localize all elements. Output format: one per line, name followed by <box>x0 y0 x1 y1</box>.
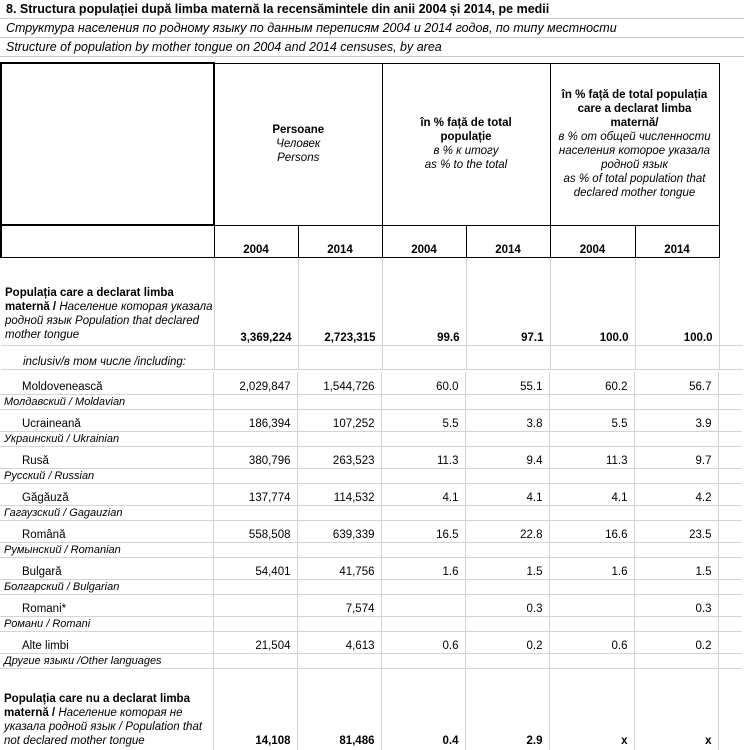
value-cell: 0.6 <box>549 631 634 653</box>
row-spacer <box>718 594 742 616</box>
value-cell: 5.5 <box>549 409 634 431</box>
value-cell: 137,774 <box>213 483 297 505</box>
language-sublabel: Украинский / Ukrainian <box>0 431 213 446</box>
value-cell: 0.2 <box>634 631 718 653</box>
not-declared-table <box>0 664 742 750</box>
language-sublabel-row <box>0 542 742 557</box>
language-sublabel: Другие языки /Other languages <box>0 653 213 668</box>
language-sublabel: Молдавский / Moldavian <box>0 394 213 409</box>
value-cell: 21,504 <box>213 631 297 653</box>
including-label: inclusiv/в том числе /including: <box>1 345 214 369</box>
row-spacer <box>718 557 742 579</box>
year-corner <box>1 225 214 257</box>
language-sublabel: Румынский / Romanian <box>0 542 213 557</box>
not-declared-label-ro: Populația care nu a declarat limba maternă / <box>4 693 190 719</box>
value-cell: 23.5 <box>634 520 718 542</box>
header-pct-declared-en: as % of total population that declared mother tongue <box>563 173 706 199</box>
value-cell: 0.2 <box>465 631 549 653</box>
not-declared-row <box>0 664 742 750</box>
value-cell: 56.7 <box>634 372 718 394</box>
year-cell: 2004 <box>214 225 298 257</box>
row-spacer <box>718 631 742 653</box>
language-name: Bulgară <box>0 557 213 579</box>
not-declared-label <box>0 664 213 750</box>
value-cell: 5.5 <box>381 409 465 431</box>
value-cell: 2,029,847 <box>213 372 297 394</box>
table-title-ro: 8. Structura populației după limba maternă la recensămintele din anii 2004 și 2014, pe medii <box>0 0 744 19</box>
value-cell: 9.7 <box>634 446 718 468</box>
year-row <box>1 225 743 257</box>
header-spacer <box>719 63 743 225</box>
table-title-en: Structure of population by mother tongue on 2004 and 2014 censuses, by area <box>0 38 744 57</box>
language-sublabel-row <box>0 468 742 483</box>
census-table <box>0 62 743 370</box>
value-cell: 0.3 <box>634 594 718 616</box>
row-spacer <box>718 520 742 542</box>
language-sublabel-row <box>0 616 742 631</box>
header-corner <box>1 63 214 225</box>
value-cell: 1.6 <box>549 557 634 579</box>
value-cell: 22.8 <box>465 520 549 542</box>
header-persons-en: Persons <box>277 152 320 164</box>
value-cell: 3.9 <box>634 409 718 431</box>
language-sublabel-row <box>0 579 742 594</box>
value-cell <box>381 594 465 616</box>
year-spacer <box>719 225 743 257</box>
row-spacer <box>718 483 742 505</box>
table-title-ru: Структура населения по родному языку по данным переписям 2004 и 2014 годов, по типу местности <box>0 19 744 38</box>
header-pct-declared-ru: в % от общей численности населения которое указала родной язык <box>558 131 711 171</box>
value-cell: 114,532 <box>297 483 381 505</box>
declared-label-ro: Populația care a declarat limba maternă / <box>5 286 174 313</box>
value-cell: 3.8 <box>465 409 549 431</box>
declared-label-rest: Население которая указала родной язык Population that declared mother tongue <box>5 300 213 341</box>
language-name: Română <box>0 520 213 542</box>
value-cell: 16.6 <box>549 520 634 542</box>
language-sublabel: Гагаузский / Gagauzian <box>0 505 213 520</box>
value-cell: 1.5 <box>465 557 549 579</box>
value-cell: 380,796 <box>213 446 297 468</box>
value-cell <box>213 594 297 616</box>
year-cell: 2014 <box>466 225 550 257</box>
language-sublabel: Русский / Russian <box>0 468 213 483</box>
year-cell: 2014 <box>635 225 719 257</box>
value-cell: 4.2 <box>634 483 718 505</box>
language-sublabel-row <box>0 505 742 520</box>
value-cell: 2,723,315 <box>298 257 382 345</box>
value-cell: x <box>634 664 718 750</box>
language-row <box>0 594 742 616</box>
declared-row <box>1 257 743 345</box>
language-row <box>0 409 742 431</box>
language-sublabel-row <box>0 394 742 409</box>
language-sublabel: Болгарский / Bulgarian <box>0 579 213 594</box>
value-cell: 639,339 <box>297 520 381 542</box>
value-cell: 263,523 <box>297 446 381 468</box>
header-pct-declared <box>550 63 719 225</box>
value-cell: 14,108 <box>213 664 297 750</box>
language-row <box>0 520 742 542</box>
row-spacer <box>718 446 742 468</box>
value-cell: 1.5 <box>634 557 718 579</box>
header-persons-ro: Persoane <box>272 124 325 136</box>
value-cell: 11.3 <box>381 446 465 468</box>
value-cell: 97.1 <box>466 257 550 345</box>
language-sublabel-row <box>0 431 742 446</box>
value-cell: 107,252 <box>297 409 381 431</box>
language-table <box>0 372 742 669</box>
value-cell: 0.6 <box>381 631 465 653</box>
value-cell: 81,486 <box>297 664 381 750</box>
value-cell: 100.0 <box>635 257 719 345</box>
value-cell: 558,508 <box>213 520 297 542</box>
header-pct-total-en: as % to the total <box>424 159 508 171</box>
row-spacer <box>718 664 742 750</box>
language-name: Alte limbi <box>0 631 213 653</box>
language-name: Ucraineană <box>0 409 213 431</box>
year-cell: 2004 <box>550 225 635 257</box>
value-cell: 16.5 <box>381 520 465 542</box>
value-cell: 4.1 <box>381 483 465 505</box>
value-cell: 4.1 <box>465 483 549 505</box>
value-cell: 3,369,224 <box>214 257 298 345</box>
header-persons <box>214 63 382 225</box>
value-cell: 0.3 <box>465 594 549 616</box>
value-cell: 9.4 <box>465 446 549 468</box>
value-cell: 0.4 <box>381 664 465 750</box>
including-row <box>1 345 743 369</box>
value-cell: 60.0 <box>381 372 465 394</box>
not-declared-label-rest: Население которая не указала родной язык / Population that not declared mother tongue <box>4 707 203 747</box>
header-persons-ru: Человек <box>276 138 321 150</box>
value-cell: x <box>549 664 634 750</box>
value-cell: 99.6 <box>382 257 466 345</box>
header-pct-total <box>382 63 550 225</box>
language-row <box>0 446 742 468</box>
language-row <box>0 483 742 505</box>
declared-label <box>1 257 214 345</box>
language-name: Găgăuză <box>0 483 213 505</box>
value-cell: 100.0 <box>550 257 635 345</box>
value-cell: 60.2 <box>549 372 634 394</box>
year-cell: 2004 <box>382 225 466 257</box>
header-pct-total-ro: în % față de total populație <box>420 117 512 143</box>
value-cell: 1.6 <box>381 557 465 579</box>
language-row <box>0 372 742 394</box>
value-cell: 186,394 <box>213 409 297 431</box>
value-cell: 1,544,726 <box>297 372 381 394</box>
year-cell: 2014 <box>298 225 382 257</box>
value-cell: 4,613 <box>297 631 381 653</box>
value-cell: 2.9 <box>465 664 549 750</box>
language-name: Romani* <box>0 594 213 616</box>
language-sublabel: Романи / Romani <box>0 616 213 631</box>
row-spacer <box>719 257 743 345</box>
header-pct-declared-ro: în % față de total populația care a declarat limba maternă/ <box>561 89 708 129</box>
value-cell: 54,401 <box>213 557 297 579</box>
value-cell <box>549 594 634 616</box>
language-row <box>0 557 742 579</box>
language-row <box>0 631 742 653</box>
row-spacer <box>718 409 742 431</box>
header-row <box>1 63 743 225</box>
header-pct-total-ru: в % к итогу <box>433 145 499 157</box>
value-cell: 4.1 <box>549 483 634 505</box>
value-cell: 55.1 <box>465 372 549 394</box>
value-cell: 41,756 <box>297 557 381 579</box>
value-cell: 7,574 <box>297 594 381 616</box>
value-cell: 11.3 <box>549 446 634 468</box>
language-name: Moldovenească <box>0 372 213 394</box>
row-spacer <box>718 372 742 394</box>
language-name: Rusă <box>0 446 213 468</box>
